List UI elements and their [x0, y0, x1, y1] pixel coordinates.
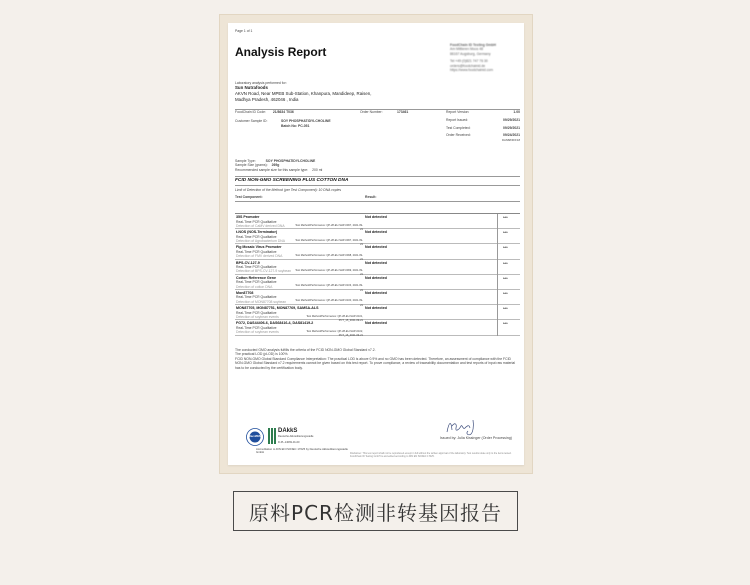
- dakks-id: D-PL-14069-01-00: [278, 441, 300, 444]
- lab-email: orders@foodchainid.de: [450, 63, 486, 68]
- column-divider: [497, 214, 498, 229]
- component-method: Real-Time PCR Qualitative Detection of BPS-CV-127-9 soybean: [236, 265, 292, 274]
- column-divider: [497, 275, 498, 290]
- report-issued-value: 09/29/2021: [503, 118, 520, 123]
- foodchain-id-label: FoodChain ID Code:: [235, 110, 266, 114]
- recommended-size-label: Recommended sample size for this sample type:: [235, 167, 309, 172]
- sample-id-row: [235, 119, 435, 128]
- document-frame: [219, 14, 533, 474]
- result-value: Not detected: [365, 230, 387, 235]
- recommended-size-value: 200 ml: [312, 167, 323, 172]
- dakks-label: DAkkS: [278, 428, 298, 434]
- result-mark: ***: [503, 215, 508, 220]
- sample-type-value: SOY PHOSPHATIDYLCHOLINE: [265, 159, 316, 163]
- signature-mark: [443, 416, 483, 438]
- sample-info: [235, 159, 435, 172]
- component-name: t-NOS (NOS-Terminator): [236, 230, 278, 235]
- batch-number: Batch No: PC-051: [281, 124, 310, 128]
- order-number-label: Order Number:: [360, 110, 383, 114]
- result-value: Not detected: [365, 245, 387, 250]
- lab-address-line2: 86167 Augsburg, Germany: [450, 51, 491, 56]
- result-mark: ***: [503, 275, 508, 281]
- result-mark: ***: [503, 230, 508, 236]
- caption-box: [233, 491, 518, 531]
- column-divider: [497, 229, 498, 244]
- result-value: Not detected: [365, 321, 387, 326]
- summary-line-1: The conducted GMO analysis fulfills the criteria of the FCID NON-GMO Global Standard v7.2.: [235, 348, 376, 352]
- result-mark: ***: [503, 321, 508, 327]
- report-issued-label: Report Issued:: [446, 118, 469, 123]
- column-divider: [497, 260, 498, 275]
- result-value: Not detected: [365, 275, 387, 280]
- test-method-ref: Test Method/Performance: QP-28-EU-SHP-0101, PCT_15_2021-09-21: [306, 314, 363, 323]
- sample-size-label: Sample Size (grams):: [235, 163, 268, 168]
- result-mark: ***: [503, 306, 508, 312]
- test-method-ref: Test Method/Performance: QP-28-EU-SHP-0102, PCT_16_2021-09-21: [306, 329, 363, 338]
- results-table: [235, 213, 520, 336]
- ilac-label: ilac-MRA: [249, 435, 261, 438]
- table-row: [235, 244, 520, 262]
- component-method: Real-Time PCR Qualitative Detection of soybean events: [236, 325, 279, 335]
- accreditation-note: Accreditation to DIN EN ISO/IEC 17025 by Deutsche Akkreditierungsstelle GmbH: [256, 447, 348, 455]
- test-method-ref: Test Method/Performance: QP-28-EU-SHP-0100, 2021-09-21: [295, 299, 363, 307]
- component-name: BPS-CV-127-9: [236, 260, 260, 265]
- column-divider: [497, 320, 498, 335]
- analysis-report-page: [228, 23, 524, 465]
- result-value: Not detected: [365, 290, 387, 295]
- customer-name: Sun Nutrafoods: [235, 85, 268, 91]
- table-row: [235, 320, 520, 338]
- result-value: Not detected: [365, 215, 387, 219]
- method-title: FCID NON-GMO SCREENING PLUS COTTON DNA: [235, 178, 349, 183]
- caption-text: 原料PCR检测非转基因报告: [249, 500, 502, 525]
- result-value: Not detected: [365, 306, 387, 311]
- report-version-label: Report Version:: [446, 110, 470, 114]
- component-name: Fig Mosaic Virus Promoter: [236, 245, 282, 250]
- dakks-emblem-icon: [268, 428, 276, 444]
- test-method-ref: Test Method/Performance: QP-28-EU-SHP-0098, 2021-09-21: [295, 253, 363, 262]
- customer-address: AKVN Road, Near MPEB Sub-Station, Khanpura, Mandideep, Raisen, Madhya Pradesh, 462046 , India: [235, 91, 372, 102]
- component-method: Real-Time PCR Qualitative Detection of soybean events: [236, 310, 279, 320]
- component-method: Real-Time PCR Qualitative Detection of CaMV derived DNA: [236, 219, 285, 228]
- accreditation-logos: [246, 426, 366, 454]
- component-name: MON87705, MON87751, MON87769, SAMSA-ALS: [236, 306, 319, 311]
- result-value: Not detected: [365, 260, 387, 265]
- divider: [235, 185, 520, 186]
- lab-address-line1: Am Mittleren Moos 48: [450, 47, 483, 52]
- result-mark: ***: [503, 245, 508, 251]
- test-method-ref: Test Method/Performance: QP-28-EU-SHP-0097, 2021-09-21: [295, 238, 363, 247]
- table-row: [235, 260, 520, 275]
- lod-note: Limit of Detection of the Method (per Test Component): 10 DNA copies: [235, 188, 342, 192]
- component-method: Real-Time PCR Qualitative Detection of FMV derived DNA: [236, 249, 283, 259]
- report-title: Analysis Report: [235, 45, 327, 59]
- table-row: [235, 214, 520, 229]
- test-completed-value: 09/29/2021: [503, 125, 520, 130]
- component-method: Real-Time PCR Qualitative Detection of Agrobacterium DNA: [236, 234, 285, 244]
- test-method-ref: Test Method/Performance: QP-28-EU-SHP-0103, 2021-09-21: [295, 284, 363, 292]
- customer-sample-value: SOY PHOSPHATIDYLCHOLINE: [281, 119, 331, 123]
- result-mark: ***: [503, 260, 508, 266]
- dakks-subtitle: Deutsche Akkreditierungsstelle: [278, 435, 314, 438]
- summary-text: [235, 348, 520, 370]
- component-name: FG72, DAS44406-6, DAS68416-4, DAS81419-2: [236, 321, 314, 326]
- summary-line-2: The practical LOD (pLOD) is 100%.: [235, 352, 289, 357]
- lab-name: FoodChain ID Testing GmbH: [450, 43, 496, 47]
- component-name: Cotton Reference Gene: [236, 275, 276, 280]
- order-number-value: 173461: [397, 110, 409, 114]
- divider: [235, 176, 520, 177]
- lab-address-block: [450, 43, 520, 72]
- table-row: [235, 275, 520, 290]
- test-method-ref: Test Method/Performance: QP-28-EU-SHP-0097, 2021-09-21: [295, 223, 363, 231]
- order-received-label: Order Received:: [446, 133, 471, 138]
- summary-line-3: FCID NON-GMO Global Standard Compliance Interpretation: The practical LOD is above 0.9% and no GMO has been detected. Therefore, an assessment of compliance with the FCID NON-GMO Global Standard v7.2 requirements cannot be given based on this test report. To prove compliance, a review of traceability documentation and test reports of input raw material has to be conducted by the certification body.: [235, 356, 515, 370]
- id-row: [235, 110, 435, 114]
- component-method: Real-Time PCR Qualitative Detection of cotton DNA: [236, 280, 277, 289]
- issued-by: Issued by: Julia Kissinger (Order Processing): [440, 436, 512, 440]
- column-divider: [497, 305, 498, 320]
- test-method-ref: Test Method/Performance: QP-28-EU-SHP-0099, 2021-09-21: [295, 269, 363, 277]
- customer-sample-label: Customer Sample ID:: [235, 119, 268, 123]
- column-divider: [497, 244, 498, 259]
- col-test-component: Test Component:: [235, 195, 263, 199]
- lab-phone: Tel +49 (0)821 747 76 30: [450, 59, 488, 64]
- order-code: DAN68/FFF18: [501, 137, 520, 142]
- order-received-value: 09/24/2021: [503, 133, 520, 138]
- table-row: [235, 305, 520, 323]
- sample-size-value: 269g: [271, 163, 280, 168]
- component-method: Real-Time PCR Qualitative Detection of MON87708 soybean: [236, 295, 287, 304]
- customer-block: [235, 81, 435, 103]
- page-number: Page 1 of 1: [235, 29, 253, 33]
- disclaimer: Disclaimer: This test report shall not be reproduced except in full without the written approval of the laboratory. Test results relate only to the items tested. FoodChain ID Testing GmbH is accredited according to DIN EN ISO/IEC 17025.: [350, 452, 512, 458]
- divider: [235, 201, 520, 202]
- column-divider: [497, 290, 498, 305]
- performed-for-label: Laboratory analysis performed for:: [235, 81, 287, 85]
- foodchain-id-value: 21/8634 T036: [272, 110, 294, 114]
- report-meta: [446, 110, 520, 142]
- table-row: [235, 290, 520, 305]
- ilac-mra-logo: [246, 428, 264, 446]
- table-row: [235, 229, 520, 247]
- col-result: Result:: [365, 195, 377, 199]
- lab-website: https://www.foodchainid.com: [450, 68, 493, 73]
- component-name: Mon87708: [236, 290, 254, 295]
- test-completed-label: Test Completed:: [446, 125, 471, 130]
- sample-type-label: Sample Type:: [235, 159, 256, 163]
- component-name: 35S Promoter: [236, 215, 260, 219]
- report-version-value: 1.00: [513, 110, 520, 114]
- result-mark: ***: [503, 290, 508, 296]
